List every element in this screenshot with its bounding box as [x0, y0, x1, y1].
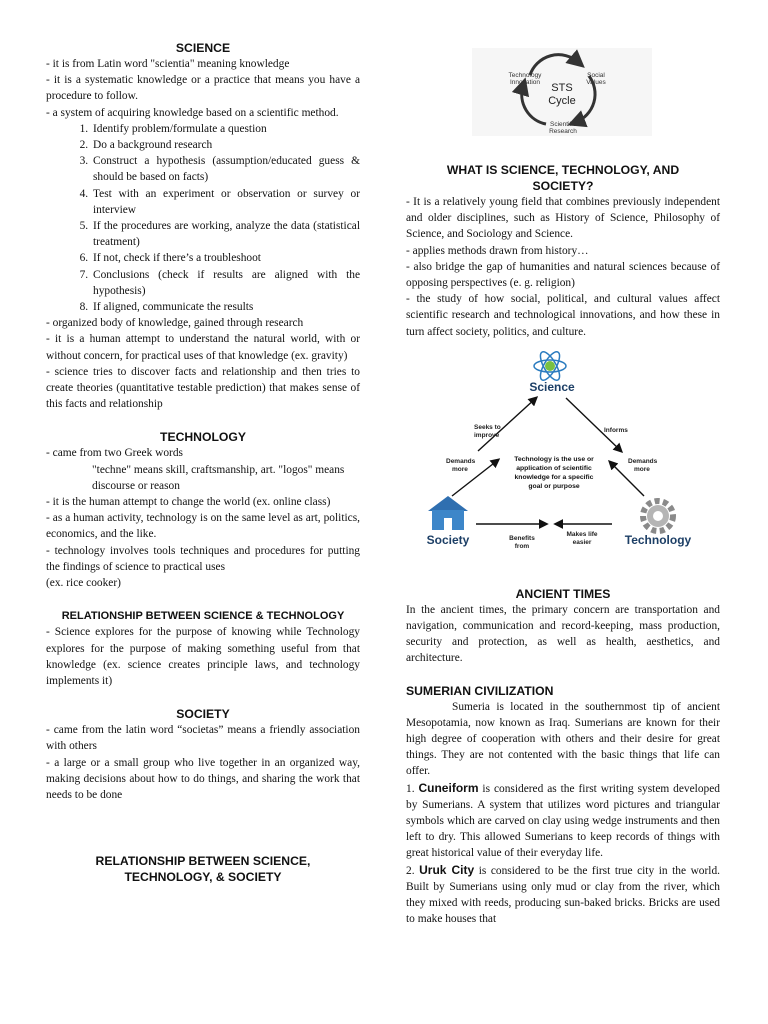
cycle-center-line: Cycle [548, 95, 576, 107]
benefits-label: from [514, 542, 530, 550]
arrow-science-to-technology [566, 398, 621, 451]
technology-line: - came from two Greek words [46, 447, 183, 460]
demands-right-label: Demands [628, 457, 658, 465]
center-text: application of scientific [516, 464, 592, 472]
demands-left-label: more [452, 465, 468, 473]
technology-heading: TECHNOLOGY [160, 430, 246, 445]
society-heading: SOCIETY [176, 707, 230, 722]
list-item: 1. Identify problem/formulate a question [91, 121, 360, 137]
society-node-label: Society [426, 532, 470, 547]
ancient-times-heading: ANCIENT TIMES [515, 586, 611, 601]
house-icon [428, 496, 468, 530]
center-text: Technology is the use or [514, 455, 594, 463]
sts-line: - the study of how social, political, and cultural values affect scientific research and technological innovations, and how these in turn affect society, politics, and culture. [406, 293, 720, 338]
greek-words: "techne" means skill, craftsmanship, art. "logos" means discourse or reason [92, 463, 345, 492]
science-line: - organized body of knowledge, gained through research [46, 317, 304, 330]
science-line: - it is a systematic knowledge or a practice that means you have a procedure to follow. [46, 74, 360, 103]
cycle-label-bottom: Scientific [549, 121, 577, 128]
society-line: - came from the latin word “societas” means a friendly association with others [46, 724, 360, 753]
informs-label: Informs [604, 426, 628, 434]
demands-left-label: Demands [446, 457, 476, 465]
left-column [46, 40, 360, 885]
sumerian-heading: SUMERIAN CIVILIZATION [406, 683, 554, 698]
society-line: - a large or a small group who live together in an organized way, making decisions about how to do things, and sharing the work that needs to be done [46, 756, 360, 801]
cycle-center-line: STS [551, 82, 573, 94]
cycle-label-bottom: Research [549, 128, 577, 135]
list-item: 7. Conclusions (check if results are aligned with the hypothesis) [91, 267, 360, 299]
sts-cycle-diagram [406, 40, 720, 140]
uruk-item [406, 862, 720, 928]
sts-line: - applies methods drawn from history… [406, 244, 589, 257]
cycle-label-left: Technology [508, 72, 542, 79]
sumerian-intro: Sumeria is located in the southernmost tip of ancient Mesopotamia, now known as Iraq. Sumerians are known for their high degree of cooperation with others and their desire for great things. They are not contented with the basic things that life can offer. [406, 700, 720, 778]
cycle-label-right: Social [587, 72, 605, 79]
makes-life-label: easier [572, 538, 592, 546]
cycle-label-left: Innovation [510, 79, 540, 86]
benefits-label: Benefits [509, 534, 535, 542]
cuneiform-item [406, 780, 720, 862]
list-item: 2. Do a background research [91, 137, 360, 153]
ancient-times-text: In the ancient times, the primary concern are transportation and navigation, communication and record-keeping, mass production, security and protection, as well as health, aesthetics, and architecture. [406, 603, 720, 665]
technology-line: (ex. rice cooker) [46, 577, 121, 590]
technology-line: - it is the human attempt to change the world (ex. online class) [46, 496, 331, 509]
cycle-label-right: Values [586, 79, 606, 86]
item-number: 1. [406, 782, 415, 795]
science-line: - a system of acquiring knowledge based on a scientific method. [46, 106, 339, 119]
list-item: 3. Construct a hypothesis (assumption/educated guess & should be based on facts) [91, 153, 360, 185]
cuneiform-text: is considered as the first writing system developed by Sumerians. A system that utilizes word pictures and triangular symbols which are carved on clay using wedge instruments and then left to dry. This allowed Sumerians to keep records of things with great historical value of their everyday life. [406, 782, 720, 860]
seeks-label: improve [474, 431, 500, 439]
list-item: 5. If the procedures are working, analyze the data (statistical treatment) [91, 218, 360, 250]
sts-line: - It is a relatively young field that combines previously independent and older disciplines, such as History of Science, Philosophy of Science, and Sociology and Science. [406, 196, 720, 241]
technology-line: - technology involves tools techniques and procedures for putting the findings of science to practical uses [46, 544, 360, 573]
science-node-label: Science [529, 379, 575, 394]
science-line: - science tries to discover facts and relationship and then tries to create theories (quantitative testable prediction) that makes sense of this facts and relationship [46, 365, 360, 411]
technology-node-label: Technology [624, 532, 692, 547]
relationship-heading: RELATIONSHIP BETWEEN SCIENCE & TECHNOLOGY [61, 610, 345, 623]
relationship-text: - Science explores for the purpose of knowing while Technology explores for the purpose of making something useful from that knowledge (ex. science creates principle laws, and technology implements it) [46, 626, 360, 687]
center-text: knowledge for a specific [514, 473, 594, 481]
sts-line: - also bridge the gap of humanities and natural sciences because of opposing perspectives (e. g. religion) [406, 260, 720, 290]
gear-icon [643, 501, 673, 531]
atom-icon [534, 349, 566, 383]
uruk-text: is considered to be the first true city in the world. Built by Sumerians using only mud or clay from the river, which they mixed with reeds, producing sun-baked bricks. Bricks are used to make houses that [406, 864, 721, 926]
science-heading: SCIENCE [175, 41, 231, 55]
science-line: - it is from Latin word "scientia" meaning knowledge [46, 58, 290, 70]
technology-line: - as a human activity, technology is on the same level as art, politics, economics, and the like. [46, 512, 360, 541]
sts-relationship-heading: RELATIONSHIP BETWEEN SCIENCE, TECHNOLOGY, & SOCIETY [95, 854, 311, 885]
item-number: 2. [406, 864, 415, 877]
makes-life-label: Makes life [566, 530, 598, 538]
list-item: 8. If aligned, communicate the results [91, 299, 360, 315]
demands-right-label: more [634, 465, 650, 473]
right-column [406, 40, 720, 927]
what-is-sts-heading: WHAT IS SCIENCE, TECHNOLOGY, AND SOCIETY? [446, 163, 680, 193]
sts-triangle-diagram [406, 346, 720, 558]
center-text: goal or purpose [528, 482, 580, 490]
seeks-label: Seeks to [474, 423, 501, 431]
uruk-term: Uruk City [419, 862, 475, 877]
cuneiform-term: Cuneiform [418, 780, 479, 795]
scientific-method-list [46, 121, 360, 315]
list-item: 6. If not, check if there’s a troubleshoot [91, 250, 360, 266]
science-line: - it is a human attempt to understand the natural world, with or without concern, for practical uses of that knowledge (ex. gravity) [46, 333, 360, 362]
list-item: 4. Test with an experiment or observation or survey or interview [91, 186, 360, 218]
